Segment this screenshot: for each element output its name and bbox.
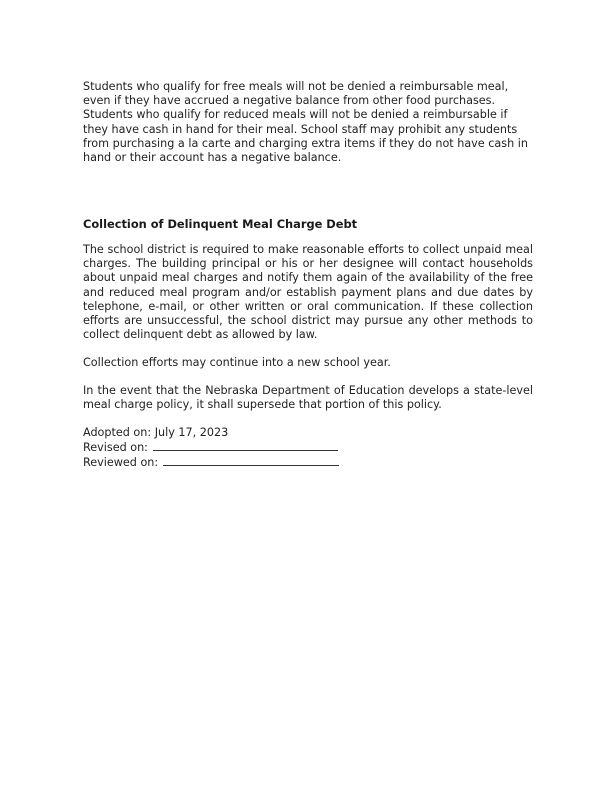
reviewed-row [83,455,533,470]
state-policy-paragraph: In the event that the Nebraska Department of Education develops a state-level meal charge policy, it shall supersede that portion of this policy. [83,384,533,412]
revised-label: Revised on: [83,441,148,455]
section-heading: Collection of Delinquent Meal Charge Debt [83,217,358,231]
collection-paragraph: The school district is required to make reasonable efforts to collect unpaid meal charges. The building principal or his or her designee will contact households about unpaid meal charges and notify them again of the availability of the free and reduced meal program and/or establish payment plans and due dates by telephone, e-mail, or other written or oral communication. If these collection efforts are unsuccessful, the school district may pursue any other methods to collect delinquent debt as allowed by law. [83,243,533,342]
reviewed-label: Reviewed on: [83,456,159,470]
policy-dates [83,426,533,471]
revised-blank-line [153,440,338,451]
revised-row [83,440,533,455]
intro-paragraph: Students who qualify for free meals will not be denied a reimbursable meal, even if they have accrued a negative balance from other food purchases. Students who qualify for reduced meals will not be denied a reimbursable if they have cash in hand for their meal. School staff may prohibit any students from purchasing a la carte and charging extra items if they do not have cash in hand or their account has a negative balance. [83,80,528,165]
adopted-date: Adopted on: July 17, 2023 [83,426,229,439]
reviewed-blank-line [163,455,339,466]
continuation-note: Collection efforts may continue into a new school year. [83,356,391,369]
